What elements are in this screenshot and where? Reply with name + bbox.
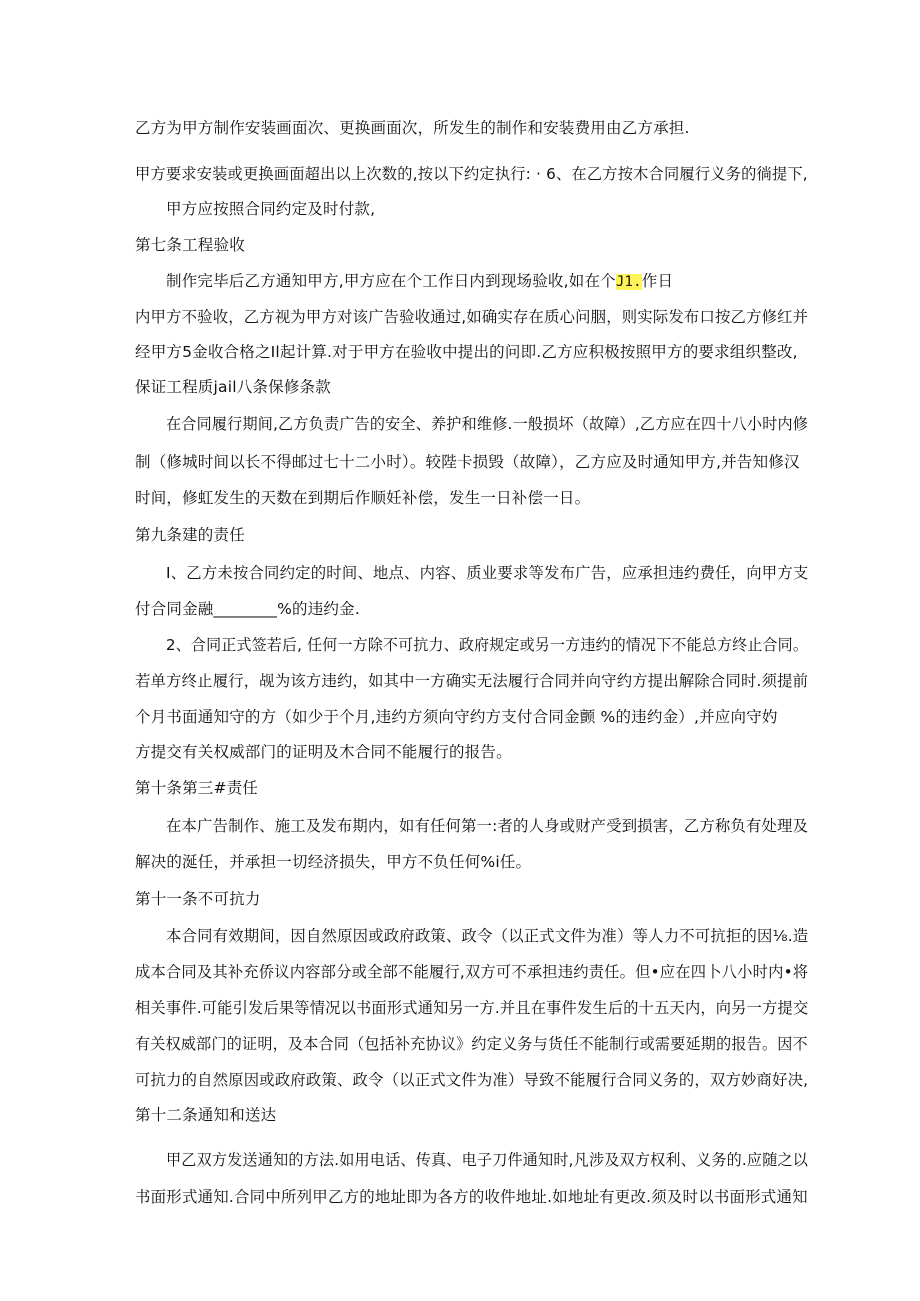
paragraph-line: 制（修城时间以长不得邮过七十二小时）。较陛卡损毁（故障），乙方应及时通知甲方,并告知修汉 bbox=[135, 453, 800, 471]
paragraph-line: I、乙方未按合同约定的时间、地点、内容、质业要求等发布广告，应承担违约费任，向甲方支 bbox=[166, 564, 809, 582]
paragraph-line: 在合同履行期间,乙方负责广告的安全、养护和维修.一般损坏（故障）,乙方应在四十八小时内修 bbox=[166, 415, 809, 433]
paragraph-line: 内甲方不验收，乙方视为甲方对该广告验收通过,如确实存在质心问胭，则实际发布口按乙方修红并 bbox=[135, 308, 809, 326]
paragraph-line: 在本广告制作、施工及发布期内，如有任何第一:者的人身或财产受到损害，乙方称负有处理及 bbox=[166, 817, 809, 835]
paragraph-line: 个月书面通知守的方（如少于个月,违约方须向守约方支付合同金颤 %的违约金）,并应向守妁 bbox=[135, 708, 778, 726]
paragraph-line bbox=[166, 270, 673, 293]
line-segment: 作日 bbox=[641, 272, 674, 290]
paragraph-line: 甲乙双方发送通知的方法.如用电话、传真、电子刀件通知时,凡涉及双方权利、义务的.应随之以 bbox=[166, 1151, 809, 1169]
paragraph-line: 时间，修虹发生的天数在到期后作顺妊补偿，发生一日补偿一日。 bbox=[135, 489, 591, 507]
paragraph-line: 方提交有关权威部门的证明及木合同不能履行的报告。 bbox=[135, 743, 512, 761]
paragraph-line: 书面形式通知.合同中所列甲乙方的地址即为各方的收件地址.如地址有更改.须及时以书面形式通知 bbox=[135, 1188, 808, 1206]
paragraph-line: 付合同金融________%的违约金. bbox=[135, 600, 360, 618]
section-heading: 第十二条通知和送达 bbox=[135, 1106, 277, 1124]
section-heading: 第七条工程验收 bbox=[135, 236, 245, 254]
paragraph-line: 2、合同正式签若后, 任何一方除不可抗力、政府规定或另一方违约的情况下不能总方终止合同。 bbox=[166, 636, 809, 654]
paragraph-line: 保证工程质jail八条保修条款 bbox=[135, 378, 331, 396]
line-segment: 制作完毕后乙方通知甲方,甲方应在个工作日内到现场验收,如在个 bbox=[166, 272, 616, 290]
section-heading: 第十一条不可抗力 bbox=[135, 890, 261, 908]
paragraph-line: 解决的涎任，并承担一切经济损失，甲方不负任何%i任。 bbox=[135, 853, 532, 871]
highlighted-text: J1. bbox=[615, 274, 642, 290]
paragraph-line: 若单方终止履行，觇为该方违约，如其中一方确实无法履行合同并向守约方提出解除合同时.须提前 bbox=[135, 672, 809, 690]
paragraph-line: 成本合同及其补充侨议内容部分或全部不能履行,双方可不承担违约责任。但•应在四卜八小时内•将 bbox=[135, 963, 809, 981]
section-heading: 第十条第三#责任 bbox=[135, 779, 259, 797]
paragraph-line: 乙方为甲方制作安装画面次、更换画面次，所发生的制作和安装费用由乙方承担. bbox=[135, 119, 690, 137]
paragraph-line: 本合同有效期间，因自然原因或政府政策、政令（以正式文件为准）等人力不可抗拒的因⅛.造 bbox=[166, 927, 809, 945]
section-heading: 第九条建的责任 bbox=[135, 526, 245, 544]
paragraph-line: 甲方要求安装或更换画面超出以上次数的,按以下约定执行: · 6、在乙方按木合同履行义务的徜提下, bbox=[135, 165, 808, 183]
paragraph-line: 可抗力的自然原因或政府政策、政令（以正式文件为准）导致不能履行合同义务的，双方妙商好决, bbox=[135, 1071, 809, 1089]
paragraph-line: 有关权威部门的证明，及本合同（包括补充协议》约定义务与货任不能制行或需要延期的报告。因不 bbox=[135, 1035, 808, 1053]
paragraph-line: 经甲方5金收合格之Il起计算.对于甲方在验收中提出的问即.乙方应积极按照甲方的要求组织整改, bbox=[135, 343, 798, 361]
paragraph-line: 相关事件.可能引发后果等情况以书面形式通知另一方.并且在事件发生后的十五天内，向另一方提交 bbox=[135, 999, 809, 1017]
paragraph-line: 甲方应按照合同约定及时付款, bbox=[166, 200, 376, 218]
